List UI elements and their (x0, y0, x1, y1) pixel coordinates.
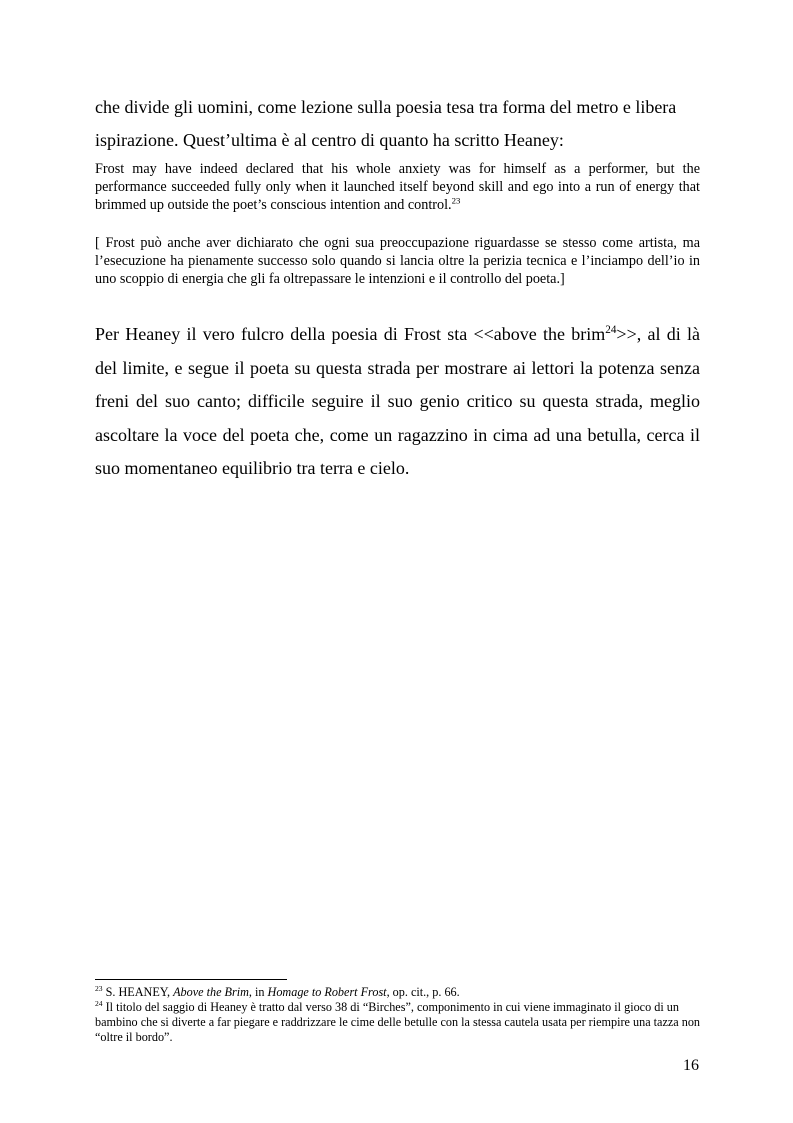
paragraph-main (95, 318, 700, 486)
paragraph-intro-line-1: che divide gli uomini, come lezione sulla poesia tesa tra forma del metro e libera (95, 97, 677, 117)
footnote-separator (95, 979, 287, 980)
paragraph-main-text-end: >>, al di là del limite, e segue il poeta su questa strada per mostrare ai lettori la potenza senza freni del suo canto; difficile seguire il suo genio critico su questa strada, meglio ascoltare la voce del poeta che, come un ragazzino in cima ad una betulla, cerca il suo momentaneo equilibrio tra terra e cielo. (95, 324, 700, 478)
footnotes (95, 985, 700, 1045)
footnote-23-author: S. HEANEY, (105, 985, 174, 999)
quote-english-text: Frost may have indeed declared that his whole anxiety was for himself as a performer, but the performance succeeded fully only when it launched itself beyond skill and ego into a run of energy that brimmed up outside the poet’s conscious intention and control. (95, 161, 700, 213)
footnote-number-24: 24 (95, 998, 103, 1008)
quote-italian-translation (95, 234, 700, 288)
footnote-number-23: 23 (95, 983, 103, 993)
footnote-23 (95, 985, 700, 1000)
footnote-23-rest: , op. cit., p. 66. (386, 985, 460, 999)
footnote-24-text: Il titolo del saggio di Heaney è tratto dal verso 38 di “Birches”, componimento in cui viene immaginato il gioco di un bambino che si diverte a far piegare e raddrizzare le cime delle betulle con la stessa cautela usata per riempire una tazza non “oltre il bordo”. (95, 1000, 701, 1044)
footnote-23-source: Homage to Robert Frost (267, 985, 387, 999)
footnote-ref-24: 24 (605, 324, 617, 336)
quote-english (95, 160, 700, 214)
paragraph-main-text-start: Per Heaney il vero fulcro della poesia di Frost sta <<above the brim (95, 324, 606, 344)
page-number: 16 (683, 1057, 699, 1074)
footnote-23-title: Above the Brim (173, 985, 249, 999)
paragraph-intro (95, 91, 700, 157)
footnote-24 (95, 1000, 700, 1045)
quote-italian-text: [ Frost può anche aver dichiarato che ogni sua preoccupazione riguardasse se stesso come artista, ma l’esecuzione ha pienamente successo solo quando si lancia oltre la perizia tecnica e l’inciampo dell’io in uno scoppio di energia che gli fa oltrepassare le intenzioni e il controllo del poeta.] (95, 235, 700, 287)
footnote-ref-23: 23 (451, 195, 461, 206)
paragraph-intro-line-2: ispirazione. Quest’ultima è al centro di quanto ha scritto Heaney: (95, 130, 564, 150)
footnote-23-middle: , in (248, 985, 268, 999)
